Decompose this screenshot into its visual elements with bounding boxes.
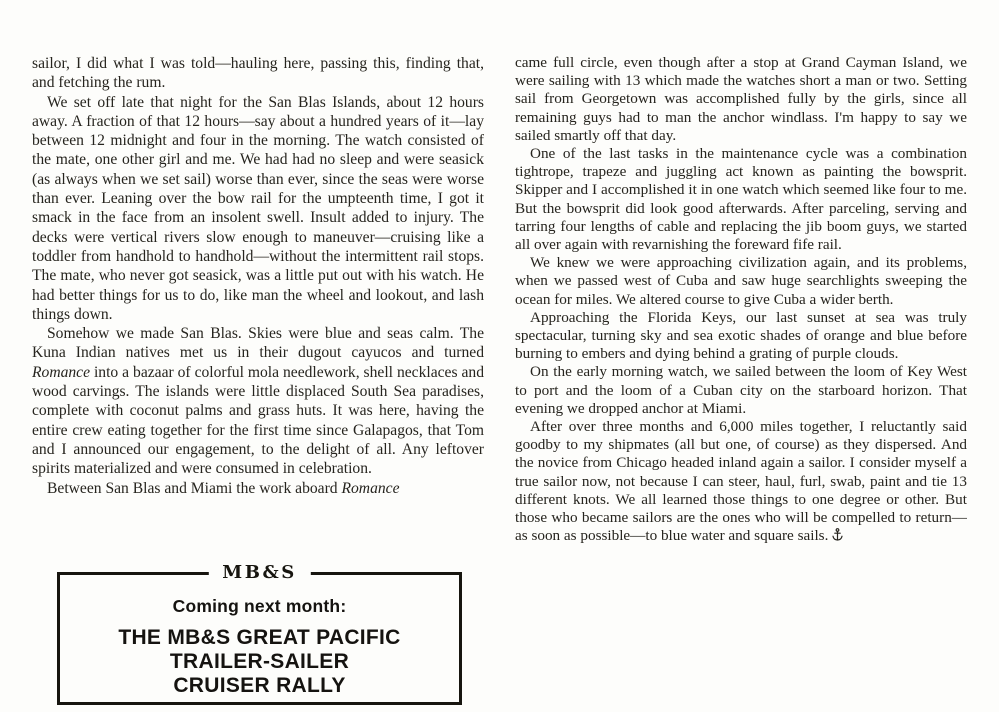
paragraph — [515, 363, 967, 418]
body-text: One of the last tasks in the maintenance cycle was a combination tightrope, trapeze and juggling act known as painting the bowsprit. Skipper and I accomplished it in one watch which seemed like four to me. But the bowsprit did look good afterwards. After parceling, serving and tarring four lengths of cable and replacing the jib boom guys, we started all over again with revarnishing the foreward fife rail. — [515, 145, 967, 254]
paragraph — [32, 93, 484, 325]
promo-box-line: THE MB&S GREAT PACIFIC — [118, 626, 401, 649]
italic-text: Romance — [32, 363, 91, 381]
body-text: Between San Blas and Miami the work aboard — [47, 479, 342, 497]
paragraph — [515, 145, 967, 254]
anchor-end-mark-icon — [832, 528, 843, 541]
body-text: On the early morning watch, we sailed between the loom of Key West to port and the loom of a Cuban city on the starboard horizon. That evening we dropped anchor at Miami. — [515, 363, 967, 417]
promo-box-logo: MB&S — [208, 562, 310, 583]
promo-box — [57, 562, 462, 705]
body-text: We set off late that night for the San Blas Islands, about 12 hours away. A fraction of that 12 hours—say about a hundred years of it—lay between 12 midnight and four in the morning. The watch consisted of the mate, one other girl and me. We had had no sleep and were seasick (as always when we set sail) worse than ever, since the seas were worse than ever. Leaning over the bow rail for the umpteenth time, I got it smack in the face from an insolent swell. Insult added to injury. The decks were vertical rivers slow enough to maneuver—cruising like a toddler from handhold to handhold—without the intermittent rail stops. The mate, who never got seasick, was a little put out with his watch. He had better things for us to do, like man the wheel and lookout, and lash things down. — [32, 93, 484, 323]
body-text: After over three months and 6,000 miles together, I reluctantly said goodby to my shipmates (all but one, of course) as they dispersed. And the novice from Chicago headed inland again a sailor. I consider myself a true sailor now, not because I can steer, haul, furl, swab, paint and tie 13 different knots. We all learned those things to one degree or other. But those who became sailors are the ones who will be compelled to return—as soon as possible—to blue water and square sails. — [515, 418, 967, 545]
paragraph — [32, 324, 484, 478]
paragraph — [32, 54, 484, 93]
article-column-right — [515, 54, 967, 712]
body-text: Somehow we made San Blas. Skies were blue and seas calm. The Kuna Indian natives met us in their dugout cayucos and turned — [32, 325, 484, 362]
body-text: We knew we were approaching civilization again, and its problems, when we passed west of Cuba and saw huge searchlights sweeping the ocean for miles. We altered course to give Cuba a wider berth. — [515, 254, 967, 308]
italic-text: Romance — [341, 479, 400, 497]
body-text: sailor, I did what I was told—hauling here, passing this, finding that, and fetching the rum. — [32, 55, 484, 92]
paragraph — [515, 418, 967, 545]
body-text: into a bazaar of colorful mola needlework, shell necklaces and wood carvings. The islands were little displaced South Sea paradises, complete with coconut palms and grass huts. It was here, having the entire crew eating together for the first time since Galapagos, that Tom and I announced our engagement, to the delight of all. Any leftover spirits materialized and were consumed in celebration. — [32, 363, 484, 478]
body-text: came full circle, even though after a stop at Grand Cayman Island, we were sailing with 13 which made the watches short a man or two. Setting sail from Georgetown was accomplished fully by the girls, since all remaining guys had to man the anchor windlass. I'm happy to say we sailed smartly off that day. — [515, 54, 967, 144]
paragraph — [515, 254, 967, 309]
paragraph — [515, 54, 967, 145]
body-text: Approaching the Florida Keys, our last sunset at sea was truly spectacular, turning sky and sea exotic shades of orange and blue before burning to embers and dying behind a grating of purple clouds. — [515, 308, 967, 363]
promo-box-heading: Coming next month: — [172, 596, 347, 616]
promo-box-line: CRUISER RALLY — [173, 674, 346, 697]
paragraph — [515, 309, 967, 364]
article-column-left — [32, 54, 484, 568]
promo-box-line: TRAILER-SAILER — [169, 650, 350, 673]
paragraph — [32, 479, 484, 498]
